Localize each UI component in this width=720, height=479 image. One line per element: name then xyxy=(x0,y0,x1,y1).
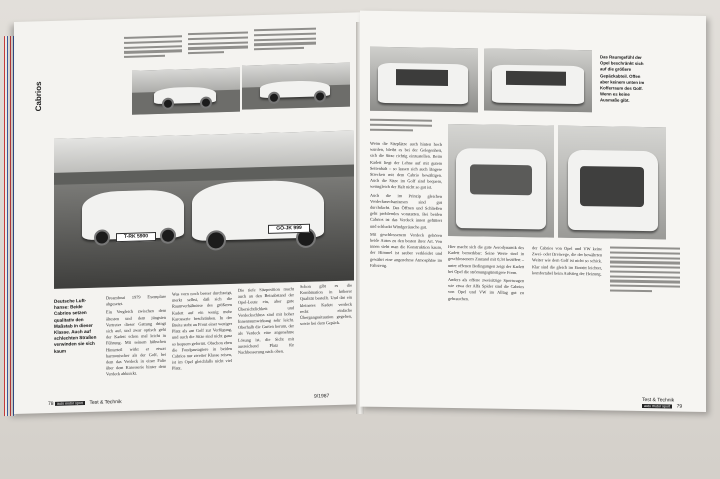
page-number: 78 xyxy=(48,400,54,408)
photo-golf-interior xyxy=(448,124,554,238)
photo-kadett-trunk xyxy=(484,49,592,113)
section-tab: Cabrios xyxy=(34,81,43,112)
text-column xyxy=(532,245,602,279)
photo-both-cabrios xyxy=(54,131,354,289)
left-footer xyxy=(48,399,122,407)
text-column xyxy=(238,286,294,358)
body-paragraph: der Cabrios von Opel und VW keine Zwei- oder Dreiwege, die der bewährten Weiter wie dem Golf ist nicht so schick. Klar sind die gleich im Eintritt leichter, komfortabel beim Aufstieg der Heizung. xyxy=(532,245,602,277)
text-column xyxy=(172,290,232,374)
license-plate: GÖ-JK 999 xyxy=(268,224,310,234)
text-column xyxy=(106,294,166,380)
footer-section: Test & Technik xyxy=(89,398,122,406)
magazine-logo: auto motor sport xyxy=(56,401,84,406)
right-page xyxy=(360,11,706,412)
intro-text: Dreamboat 1979 Exemplare abgesetzt. xyxy=(106,293,166,307)
body-paragraph: Wenn die Sitzplätze auch hinten hoch wurden, bleibt es bei der Gelegenheit, sich die Sitze richtig einzustellen. Beim Kadett liegt der Lehne auf mit gutem Seitenhalt – so lassen sich auch längere Strecken mit dem Cabrio bewältigen. Auch die Sitze im Golf sind bequem, wenngleich der Halt nicht so gut ist. xyxy=(370,140,442,191)
left-page xyxy=(14,12,362,414)
body-paragraph: Anders als offene zweisitzige Sportwagen wie etwa der Alfa Spider sind die Cabrios von Opel und VW im Alltag gut zu gebrauchen. xyxy=(448,276,524,301)
body-paragraph: Die tiefe Sitzposition macht auch an den Beinabstand der Opel-Leute ein, aber gute Übersichtlichkeit und Verdeckschluss sind mit hoher Innenraumwirkung sehr leicht. Oberhalb die Gurten herum, der als Verdeck eine angenehme Lösung ist, die Sicht mit ausreichend Platz für Nachbesserung nach oben. xyxy=(238,286,294,355)
text-column xyxy=(124,35,182,61)
license-plate: T-RK 5900 xyxy=(116,232,156,242)
photo-golf-side xyxy=(132,68,240,115)
photo-golf-trunk xyxy=(370,47,478,113)
text-column xyxy=(370,141,442,272)
body-paragraph: Schon gibt es die Kombination in höherer Qualität bestellt. Und das ein kleineres Kadett verdeck recht einfache Übergangssituation gegeben, sowie bei dem Gepäck. xyxy=(300,282,352,327)
text-column xyxy=(254,28,316,54)
right-footer xyxy=(642,397,706,410)
text-column xyxy=(610,246,680,295)
photo-kadett-side xyxy=(242,63,350,110)
footer-section: Test & Technik xyxy=(642,396,675,404)
footer-date: 9/1987 xyxy=(314,393,330,400)
open-magazine xyxy=(4,14,712,416)
body-paragraph: Hier macht sich die gute Aerodynamik des Kadett bemerkbar: Seine Werte sind in geschlossenem Zustand mit 0,34 beziffert – unter offenen Bedingungen zeigt der Kadett bei Opel die strömungsgünstigere Form. xyxy=(448,243,524,275)
body-paragraph: Mit geschlossenem Verdeck gehören beide Autos zu den besten ihrer Art. Von innen sieht man die Konstruktion kaum, der Himmel ist sauber verkleidet und gewährt eine angenehme Atmosphäre im Fahrzeug. xyxy=(370,231,442,268)
photo-caption: Deutsche Luft-hanse: Beide Cabrios setzen qualitativ den Maßstab in dieser Klasse. Auch auf schlechten Straßen verwinden sie sich kaum xyxy=(54,297,97,354)
photo-kadett-interior xyxy=(558,126,666,240)
text-column xyxy=(300,283,352,330)
text-column xyxy=(188,31,248,57)
text-column xyxy=(370,119,432,134)
body-paragraph: Auch die im Prinzip gleichen Verdeckmechanismen sind gut durchdacht. Das Öffnen und Schließen geht problemlos vonstatten. Bei beiden Cabrios ist das Verdeck innen gefüttert und schluckt Windgeräusche gut. xyxy=(370,192,442,230)
magazine-logo: auto motor sport xyxy=(644,404,671,409)
page-number: 79 xyxy=(676,403,683,410)
body-paragraph: Ein Vergleich zwischen dem ältesten und dem jüngsten Vertreter dieser Gattung dringt sich auf, und zwar optisch geht der Kadett schon mal leicht in Führung. Mit seinem hübschen Hinterteil wirkt er etwas harmonischer als der Golf, bei dem das Verdeck in einer Falte über dem Karosserie hinter dem Verdeck abknickt. xyxy=(106,308,166,377)
photo-caption: Das Raumgefühl der Opel beschränkt sich auf die größere Gepäckabteil. Offen aber keinem unten im Kofferraum des Golf. Wenn es keine Ausmaße gibt. xyxy=(600,54,645,104)
text-column xyxy=(448,244,524,305)
body-paragraph: Was vorn noch besser durchzeigt, merkt selbst, daß sich die Raumverhältnisse des größeren Kadett auf ein wenig mehr Karosserie beschränken. In der Breite steht an Front einer weniger Platz als am Golf zur Verfügung, und auch die Sitze sind nicht ganz so bequem geformt. Obschon eben die Fondpassagiere in beiden Cabrios nur zweiter Klasse reisen, ist im Opel gleichfalls nicht viel Platz. xyxy=(172,289,232,372)
